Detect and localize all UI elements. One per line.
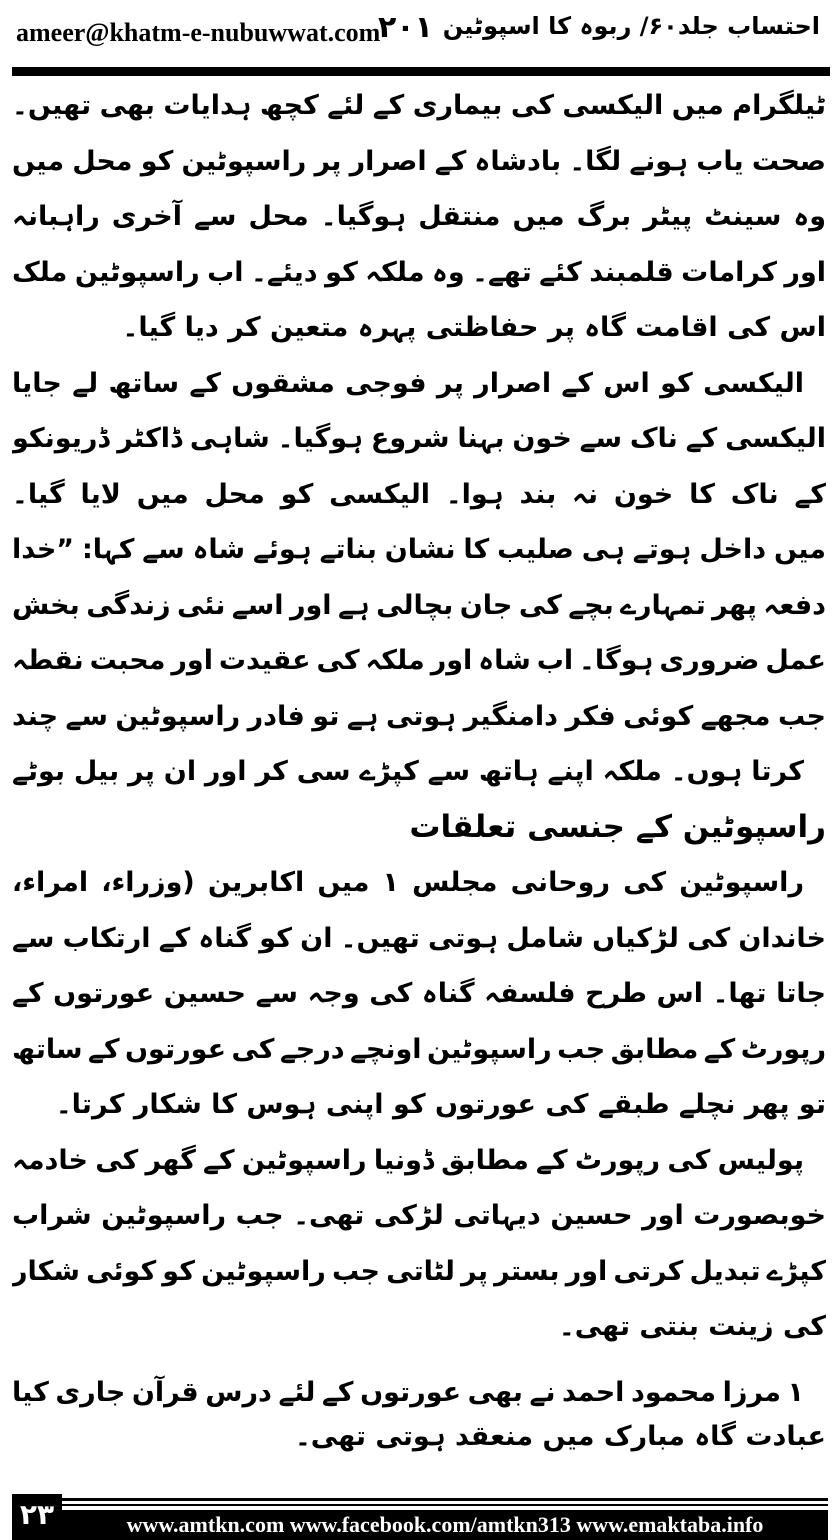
text-line: اور کرامات قلمبند کئے تھے۔ وہ ملکہ کو دیئے۔ اب راسپوٹین ملک [12, 256, 826, 288]
section-heading: راسپوٹین کے جنسی تعلقات [409, 808, 826, 845]
text-line: راسپوٹین کی روحانی مجلس ۱ میں اکابرین (وزراء، امراء، [12, 867, 804, 898]
footer-rule [62, 1498, 828, 1501]
text-line: پولیس کی رپورٹ کے مطابق ڈونیا راسپوٹین کے گھر کی خادمہ [12, 1144, 804, 1176]
footnote-line: ۱ مرزا محمود احمد نے بھی عورتوں کے لئے درس قرآن جاری کیا [12, 1376, 804, 1408]
text-line: میں داخل ہوتے ہی صلیب کا نشان بناتے ہوئے شاہ سے کہا: ”خدا [12, 534, 826, 565]
paragraph-4 [12, 1133, 826, 1355]
text-line: عمل ضروری ہوگا۔ اب شاہ اور ملکہ کی عقیدت اور محبت نقطہ [12, 645, 826, 676]
text-line: تو پھر نچلے طبقے کی عورتوں کو اپنی ہوس کا شکار کرتا۔ [55, 1089, 826, 1120]
text-line: الیکسی کو اس کے اصرار پر فوجی مشقوں کے ساتھ لے جایا [12, 367, 804, 399]
text-line: کپڑے تبدیل کرتی اور بستر پر لٹاتی جب راسپوٹین کو کوئی شکار [12, 1255, 826, 1287]
footnote [12, 1371, 826, 1459]
footer-urls: www.amtkn.com www.facebook.com/amtkn313 www.emaktaba.info [62, 1510, 828, 1540]
text-line: جب مجھے کوئی فکر دامنگیر ہوتی ہے تو فادر راسپوٹین سے چند [12, 700, 826, 732]
paragraph-1 [12, 78, 826, 356]
text-line: خوبصورت اور حسین دیہاتی لڑکی تھی۔ جب راسپوٹین شراب [12, 1200, 826, 1231]
text-line: وہ سینٹ پیٹر برگ میں منتقل ہوگیا۔ محل سے آخری راہبانہ [12, 201, 826, 232]
text-line: ٹیلگرام میں الیکسی کی بیماری کے لئے کچھ ہدایات بھی تھیں۔ [12, 90, 826, 121]
header-divider [12, 67, 830, 76]
header-book-title: احتساب جلد۶۰/ ربوہ کا اسپوٹین [442, 12, 820, 40]
text-line: رپورٹ کے مطابق جب راسپوٹین اونچے درجے کی عورتوں کے ساتھ [12, 1033, 826, 1065]
text-line: الیکسی کے ناک سے خون بہنا شروع ہوگیا۔ شاہی ڈاکٹر ڈریونکو [12, 423, 826, 454]
header-email: ameer@khatm-e-nubuwwat.com [16, 18, 381, 47]
page-footer [0, 1488, 840, 1540]
text-line: دفعہ پھر تمہارے بچے کی جان بچالی ہے اور اسے نئی زندگی بخش [12, 589, 826, 621]
text-line: کی زینت بنتی تھی۔ [558, 1311, 826, 1342]
text-line: کے ناک کا خون نہ بند ہوا۔ الیکسی کو محل میں لایا گیا۔ [12, 478, 826, 510]
text-line: صحت یاب ہونے لگا۔ بادشاہ کے اصرار پر راسپوٹین کو محل میں [12, 145, 826, 177]
page-body [12, 78, 826, 1459]
text-line: کرتا ہوں۔ ملکہ اپنے ہاتھ سے کپڑے سی کر اور ان پر بیل بوٹے [12, 756, 804, 787]
footer-page-number: ۲۳ [12, 1494, 62, 1540]
text-line: خاندان کی لڑکیاں شامل ہوتی تھیں۔ ان کو گناہ کے ارتکاب سے [12, 922, 826, 954]
footer-rule [62, 1504, 828, 1506]
paragraph-3 [12, 855, 826, 1133]
header-page-number: ۲۰۱ [378, 10, 433, 45]
text-line: اس کی اقامت گاہ پر حفاظتی پہرہ متعین کر دیا گیا۔ [122, 312, 826, 343]
page-header [0, 0, 840, 66]
footnote-line: عبادت گاہ مبارک میں منعقد ہوتی تھی۔ [294, 1420, 826, 1452]
text-line: جاتا تھا۔ اس طرح فلسفہ گناہ کی وجہ سے حسین عورتوں کے [12, 978, 826, 1009]
paragraph-2 [12, 356, 826, 800]
